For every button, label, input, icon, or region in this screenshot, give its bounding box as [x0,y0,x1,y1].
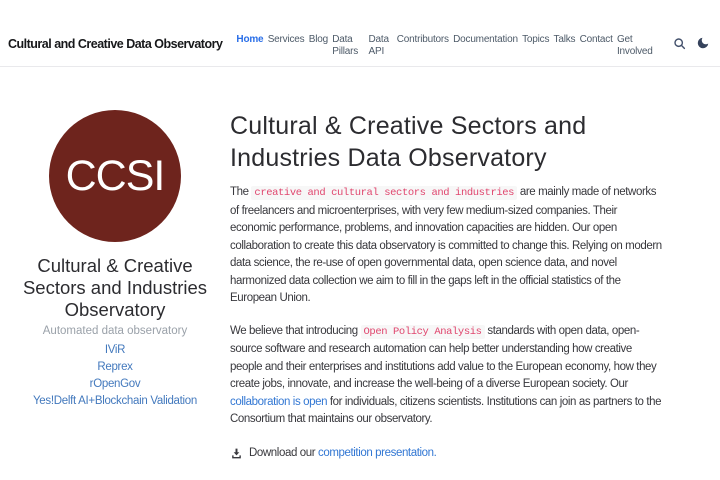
intro-paragraph [230,323,662,429]
sidebar-links [8,342,222,410]
dark-mode-icon[interactable] [696,36,710,50]
nav-item-contributors[interactable]: Contributors [396,34,449,45]
ccsi-logo [49,110,181,242]
text-run: are mainly made of networks of freelancers and microenterprises, with very few medium-sized companies. Their economic performance, problems, and innovation capacities are hidden. Our open collaboration to create this data observatory is committed to change this. Relying on modern data science, the re-use of open governmental data, open science data, and novel harmonized data collection we aim to fill in the gaps left in the official statistics of the European Union. [230,186,662,304]
nav-item-data-api[interactable]: Data API [368,34,389,57]
text-run: We believe that introducing [230,324,361,337]
page-body [0,67,720,460]
main-content [230,110,662,460]
search-icon[interactable] [673,37,686,50]
text-link[interactable]: competition presentation. [317,447,437,459]
intro-paragraph [230,184,662,308]
nav-item-data-pillars[interactable]: Data Pillars [332,34,359,57]
text-run: standards with open data, open-source software and research automation can help better understanding how creative people and their enterprises and institutions add value to the European economy, how they create jobs, innovate, and increase the well-being of a diverse European society. Our [230,324,657,390]
intro-paragraphs [230,184,662,429]
nav-item-topics[interactable]: Topics [522,34,550,45]
text-link[interactable]: collaboration is open [230,395,328,408]
nav-item-services[interactable]: Services [267,34,305,45]
text-run: for individuals, citizens scientists. Institutions can join as partners to the Consortium that maintains our observatory. [230,395,662,425]
sidebar-link-ivir[interactable]: IViR [104,344,126,357]
header-icons [673,36,710,50]
text-run: The [230,186,252,198]
download-icon [230,447,243,460]
site-brand[interactable]: Cultural and Creative Data Observatory [8,37,223,51]
text-run: Download our [249,447,318,459]
sidebar [8,110,222,460]
nav-item-talks[interactable]: Talks [553,34,576,45]
nav-item-documentation[interactable]: Documentation [453,34,518,45]
inline-code: creative and cultural sectors and industries [251,186,517,200]
sidebar-link-yes-delft-ai-blockchain-validation[interactable]: Yes!Delft AI+Blockchain Validation [32,395,197,408]
nav-item-get-involved[interactable]: Get Involved [616,34,653,57]
sidebar-link-ropengov[interactable]: rOpenGov [89,378,141,391]
nav-item-blog[interactable]: Blog [308,34,328,45]
download-row [230,447,662,460]
sidebar-link-reprex[interactable]: Reprex [97,361,133,374]
inline-code: Open Policy Analysis [361,325,485,339]
site-header [0,0,720,67]
sidebar-title: Cultural & Creative Sectors and Industries Observatory [22,255,208,320]
nav-item-home[interactable]: Home [236,34,264,45]
download-text [249,447,436,459]
page-title: Cultural & Creative Sectors and Industries Data Observatory [230,112,587,172]
sidebar-subtitle: Automated data observatory [42,325,188,338]
main-nav [236,34,659,57]
ccsi-logo-text: CCSI [65,151,165,200]
nav-item-contact[interactable]: Contact [579,34,613,45]
